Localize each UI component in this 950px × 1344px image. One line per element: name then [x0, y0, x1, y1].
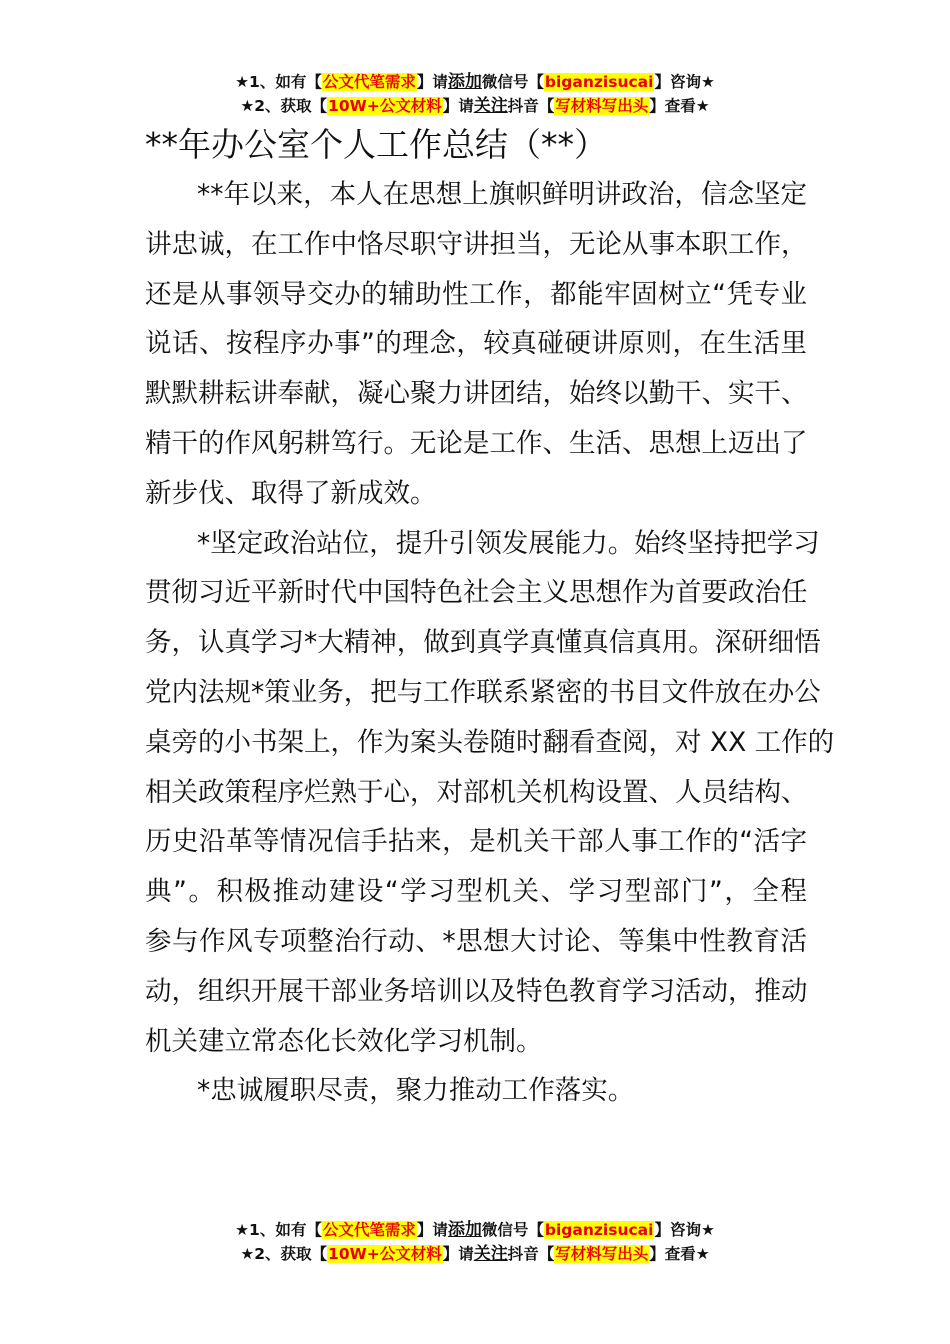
highlight-materials: 10W+公文材料: [328, 97, 442, 115]
body-line: 历史沿革等情况信手拈来，是机关干部人事工作的“活字: [145, 826, 807, 858]
banner-line-2: ★2、获取【10W+公文材料】请关注抖音【写材料写出头】查看★: [240, 96, 710, 116]
top-banner: [0, 70, 950, 118]
douyin-account: 写材料写出头: [555, 1245, 649, 1263]
banner-line-2: ★2、获取【10W+公文材料】请关注抖音【写材料写出头】查看★: [240, 1244, 710, 1264]
star-icon: ★: [240, 1245, 255, 1263]
highlight-materials: 10W+公文材料: [328, 1245, 442, 1263]
body-line: 贯彻习近平新时代中国特色社会主义思想作为首要政治任: [145, 577, 808, 609]
body-line: 机关建立常态化长效化学习机制。: [145, 1025, 543, 1057]
body-line: 新步伐、取得了新成效。: [145, 477, 437, 509]
document-body: [145, 170, 835, 1116]
body-line: 默默耕耘讲奉献，凝心聚力讲团结，始终以勤干、实干、: [145, 378, 808, 410]
body-line: 说话、按程序办事”的理念，较真碰硬讲原则，在生活里: [145, 328, 807, 360]
document-title: **年办公室个人工作总结（**）: [145, 125, 607, 164]
body-line: 讲忠诚，在工作中恪尽职守讲担当，无论从事本职工作，: [145, 228, 808, 260]
body-line: 精干的作风躬耕笃行。无论是工作、生活、思想上迈出了: [145, 427, 808, 459]
wechat-id: biganzisucai: [544, 73, 654, 91]
body-line: 相关政策程序烂熟于心，对部机关机构设置、人员结构、: [145, 776, 808, 808]
highlight-service: 公文代笔需求: [322, 1221, 416, 1239]
body-line: 党内法规*策业务，把与工作联系紧密的书目文件放在办公: [145, 676, 821, 708]
douyin-account: 写材料写出头: [555, 97, 649, 115]
body-line: 参与作风专项整治行动、*思想大讨论、等集中性教育活: [145, 925, 807, 957]
body-line: 桌旁的小书架上，作为案头卷随时翻看查阅，对 XX 工作的: [145, 726, 835, 758]
banner-line-1: ★1、如有【公文代笔需求】请添加微信号【biganzisucai】咨询★: [235, 1220, 715, 1240]
highlight-service: 公文代笔需求: [322, 73, 416, 91]
star-icon: ★: [235, 73, 250, 91]
wechat-id: biganzisucai: [544, 1221, 654, 1239]
star-icon: ★: [235, 1221, 250, 1239]
body-line: 典”。积极推动建设“学习型机关、学习型部门”，全程: [145, 876, 807, 908]
body-line: 务，认真学习*大精神，做到真学真懂真信真用。深研细悟: [145, 627, 821, 659]
body-line: 动，组织开展干部业务培训以及特色教育学习活动，推动: [145, 975, 808, 1007]
star-icon: ★: [240, 97, 255, 115]
body-line: 还是从事领导交办的辅助性工作，都能牢固树立“凭专业: [145, 278, 807, 310]
body-line: **年以来，本人在思想上旗帜鲜明讲政治，信念坚定: [197, 179, 807, 210]
bottom-banner: [0, 1218, 950, 1266]
banner-line-1: ★1、如有【公文代笔需求】请添加微信号【biganzisucai】咨询★: [235, 72, 715, 92]
body-line: *忠诚履职尽责，聚力推动工作落实。: [197, 1075, 635, 1107]
body-line: *坚定政治站位，提升引领发展能力。始终坚持把学习: [197, 527, 820, 559]
